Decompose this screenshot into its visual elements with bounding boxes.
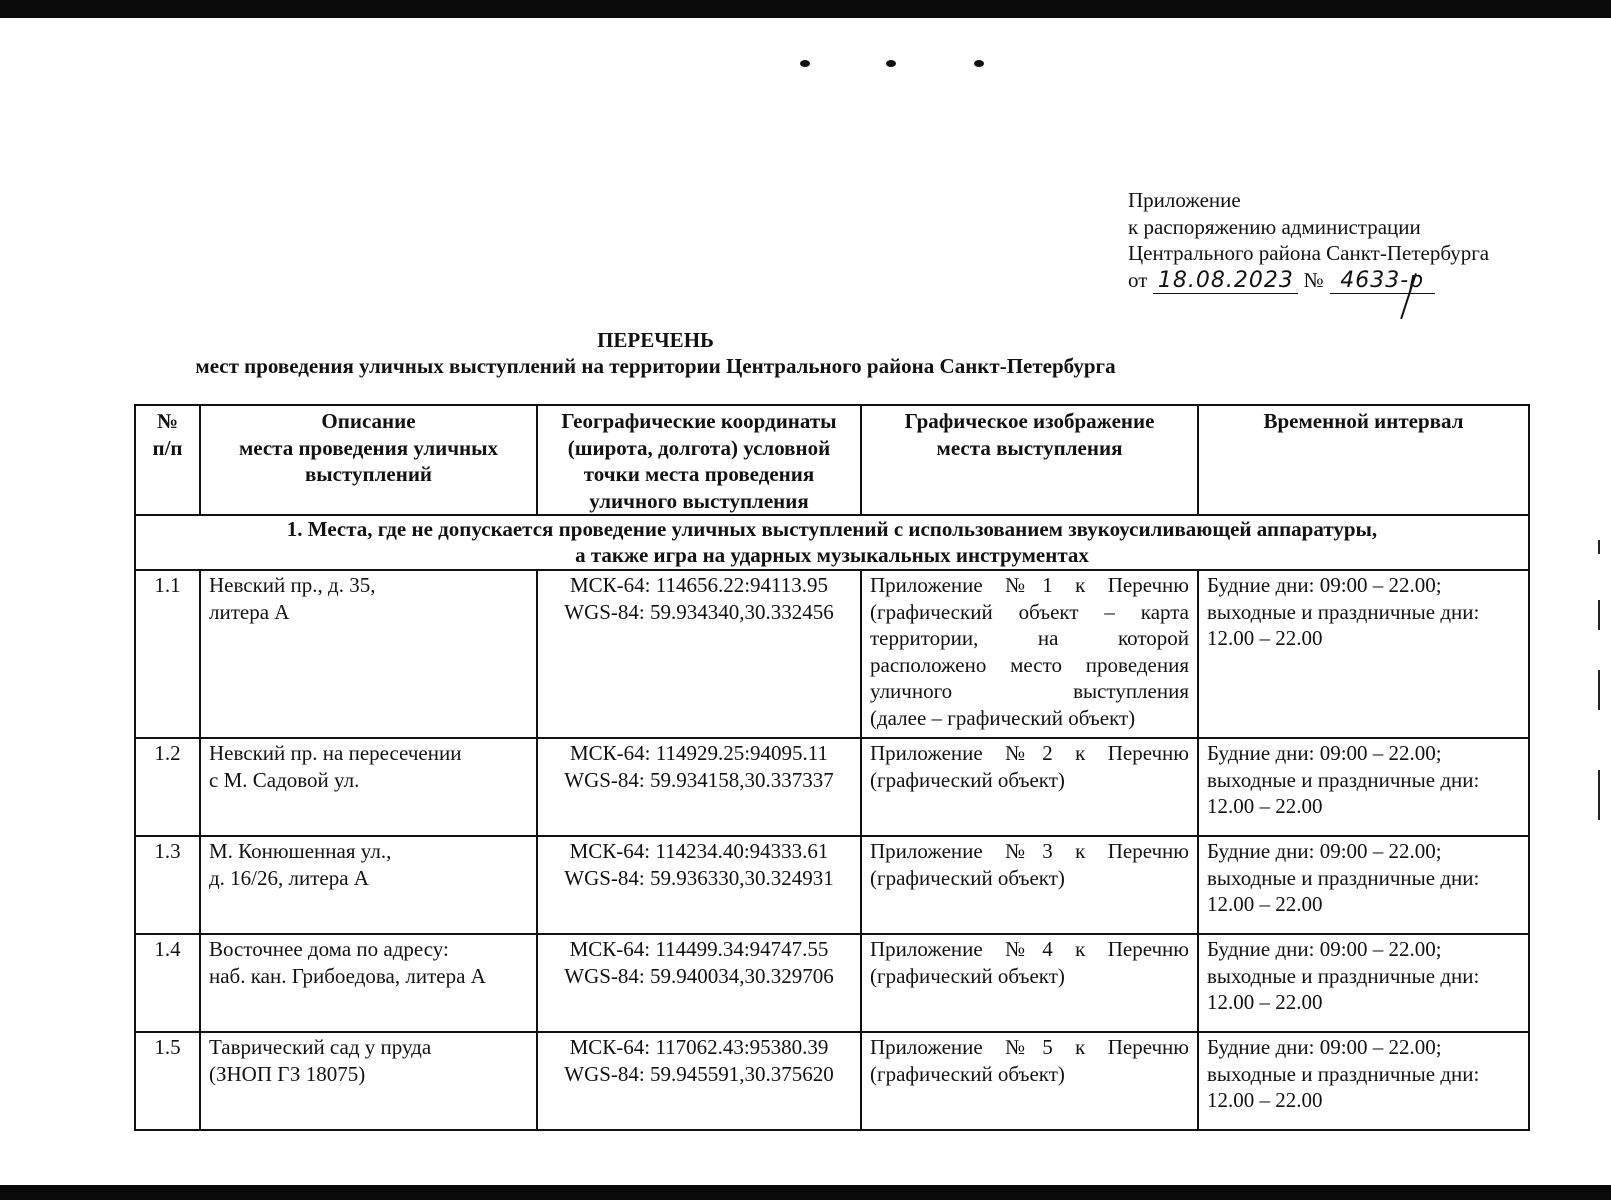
time-interval: Будние дни: 09:00 – 22.00; выходные и праздничные дни: 12.00 – 22.00	[1198, 934, 1529, 1032]
row-number: 1.2	[135, 738, 200, 836]
table-header-row	[135, 405, 1529, 515]
place-description: Таврический сад у пруда (ЗНОП ГЗ 18075)	[200, 1032, 537, 1130]
header-description: Описание места проведения уличных выступлений	[200, 405, 537, 515]
place-description: Невский пр., д. 35, литера А	[200, 570, 537, 738]
document-subtitle: мест проведения уличных выступлений на территории Центрального района Санкт-Петербурга	[195, 354, 1116, 378]
row-number: 1.3	[135, 836, 200, 934]
graphic-reference: Приложение №1 к Перечню (графический объект – карта территории, на которой расположено место проведения уличного выступления (далее – графический объект)	[861, 570, 1198, 738]
header-coordinates: Географические координаты (широта, долгота) условной точки места проведения уличного выступления	[537, 405, 861, 515]
appendix-date-number-row	[1128, 267, 1489, 294]
table-row	[135, 934, 1529, 1032]
appendix-block	[1128, 187, 1489, 294]
row-number: 1.4	[135, 934, 200, 1032]
scan-speckles	[800, 56, 1000, 76]
scan-border-bottom	[0, 1185, 1611, 1200]
date-prefix: от	[1128, 267, 1148, 292]
header-time: Временной интервал	[1198, 405, 1529, 515]
time-interval: Будние дни: 09:00 – 22.00; выходные и праздничные дни: 12.00 – 22.00	[1198, 1032, 1529, 1130]
appendix-line-2: к распоряжению администрации	[1128, 214, 1421, 239]
row-number: 1.5	[135, 1032, 200, 1130]
place-description: М. Конюшенная ул., д. 16/26, литера А	[200, 836, 537, 934]
graphic-reference: Приложение №3 к Перечню (графический объект)	[861, 836, 1198, 934]
time-interval: Будние дни: 09:00 – 22.00; выходные и праздничные дни: 12.00 – 22.00	[1198, 836, 1529, 934]
appendix-line-1: Приложение	[1128, 188, 1241, 212]
table-row	[135, 570, 1529, 738]
graphic-reference: Приложение №5 к Перечню (графический объект)	[861, 1032, 1198, 1130]
time-interval: Будние дни: 09:00 – 22.00; выходные и праздничные дни: 12.00 – 22.00	[1198, 738, 1529, 836]
place-coordinates: МСК-64: 117062.43:95380.39 WGS-84: 59.945591,30.375620	[537, 1032, 861, 1130]
scan-margin-marks	[1596, 540, 1602, 880]
place-coordinates: МСК-64: 114499.34:94747.55 WGS-84: 59.940034,30.329706	[537, 934, 861, 1032]
section-heading-row	[135, 515, 1529, 570]
table-row	[135, 1032, 1529, 1130]
place-description: Невский пр. на пересечении с М. Садовой ул.	[200, 738, 537, 836]
place-coordinates: МСК-64: 114929.25:94095.11 WGS-84: 59.934158,30.337337	[537, 738, 861, 836]
number-prefix: №	[1303, 267, 1324, 292]
table-row	[135, 836, 1529, 934]
place-coordinates: МСК-64: 114656.22:94113.95 WGS-84: 59.934340,30.332456	[537, 570, 861, 738]
place-description: Восточнее дома по адресу: наб. кан. Грибоедова, литера А	[200, 934, 537, 1032]
places-table	[134, 404, 1530, 1131]
graphic-reference: Приложение №4 к Перечню (графический объект)	[861, 934, 1198, 1032]
header-graphic: Графическое изображение места выступления	[861, 405, 1198, 515]
time-interval: Будние дни: 09:00 – 22.00; выходные и праздничные дни: 12.00 – 22.00	[1198, 570, 1529, 738]
scan-border-top	[0, 0, 1611, 18]
handwritten-date: 18.08.2023	[1153, 269, 1298, 294]
table-row	[135, 738, 1529, 836]
place-coordinates: МСК-64: 114234.40:94333.61 WGS-84: 59.936330,30.324931	[537, 836, 861, 934]
section-heading: 1. Места, где не допускается проведение уличных выступлений с использованием звукоусиливающей аппаратуры, а также игра на ударных музыкальных инструментах	[135, 515, 1529, 570]
document-title: ПЕРЕЧЕНЬ	[597, 328, 714, 352]
handwritten-number: 4633-р	[1330, 269, 1435, 294]
appendix-line-3: Центрального района Санкт-Петербурга	[1128, 241, 1490, 265]
graphic-reference: Приложение №2 к Перечню (графический объект)	[861, 738, 1198, 836]
header-num: № п/п	[135, 405, 200, 515]
row-number: 1.1	[135, 570, 200, 738]
